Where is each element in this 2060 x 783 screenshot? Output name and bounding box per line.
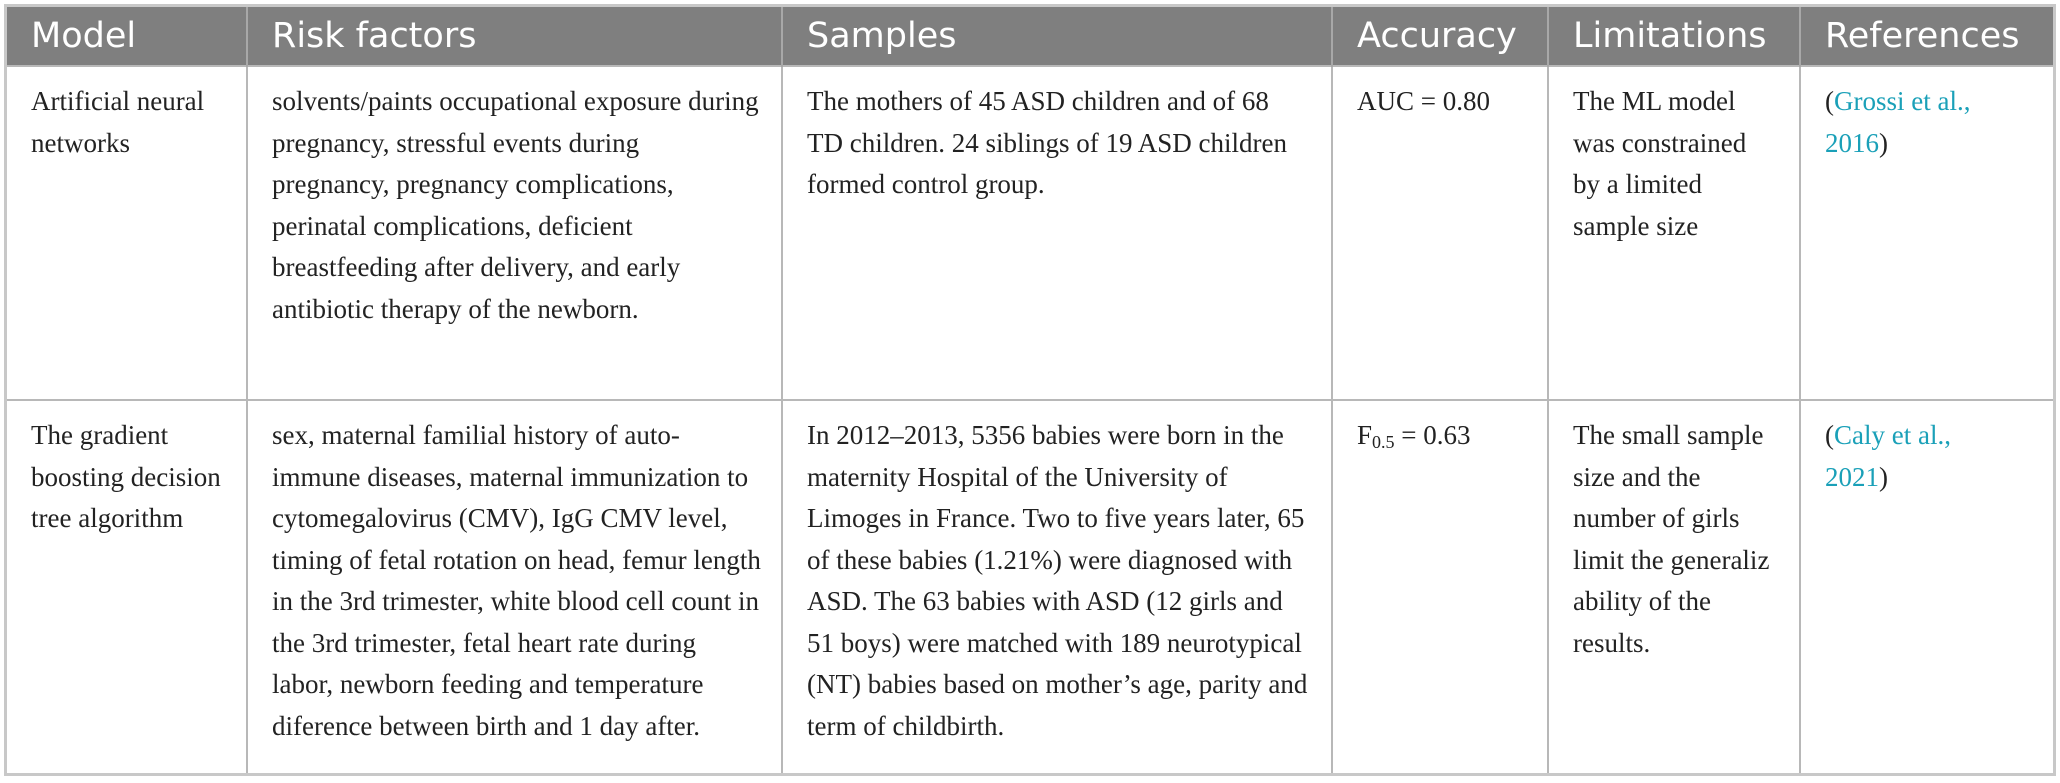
cell-reference	[1800, 66, 2053, 400]
cell-limitations: The ML model was constrained by a limited sample size	[1548, 66, 1800, 400]
column-header-limitations: Limitations	[1548, 7, 1800, 66]
accuracy-subscript: 0.5	[1372, 432, 1395, 453]
reference-close-paren: )	[1879, 461, 1888, 492]
column-header-model: Model	[7, 7, 247, 66]
accuracy-metric: F	[1357, 420, 1373, 451]
cell-limitations: The small sample size and the number of girls limit the generaliz ability of the results.	[1548, 400, 1800, 773]
cell-reference	[1800, 400, 2053, 773]
ml-models-table	[7, 7, 2053, 773]
column-header-samples: Samples	[782, 7, 1332, 66]
cell-risk-factors: solvents/paints occupational exposure during pregnancy, stressful events during pregnancy, pregnancy complications, perinatal complications, deficient breastfeeding after delivery, and early antibiotic therapy of the newborn.	[247, 66, 782, 400]
reference-link-author[interactable]: Caly et al.,	[1834, 420, 1951, 451]
column-header-accuracy: Accuracy	[1332, 7, 1548, 66]
reference-link-author[interactable]: Grossi et al.,	[1834, 86, 1971, 116]
column-header-risk-factors: Risk factors	[247, 7, 782, 66]
table-header-row	[7, 7, 2053, 66]
reference-open-paren: (	[1825, 86, 1834, 116]
cell-model: Artificial neural networks	[7, 66, 247, 400]
column-header-references: References	[1800, 7, 2053, 66]
cell-risk-factors: sex, maternal familial history of auto-immune diseases, maternal immunization to cytomegalovirus (CMV), IgG CMV level, timing of fetal rotation on head, femur length in the 3rd trimester, white blood cell count in the 3rd trimester, fetal heart rate during labor, newborn feeding and temperature diference between birth and 1 day after.	[247, 400, 782, 773]
reference-close-paren: )	[1879, 127, 1888, 158]
table-row	[7, 400, 2053, 773]
cell-samples: In 2012–2013, 5356 babies were born in the maternity Hospital of the University of Limoges in France. Two to five years later, 65 of these babies (1.21%) were diagnosed with ASD. The 63 babies with ASD (12 girls and 51 boys) were matched with 189 neurotypical (NT) babies based on mother’s age, parity and term of childbirth.	[782, 400, 1332, 773]
reference-open-paren: (	[1825, 420, 1834, 451]
reference-link-year[interactable]: 2016	[1825, 127, 1879, 158]
table-row	[7, 66, 2053, 400]
comparison-table-frame	[4, 4, 2056, 776]
cell-samples: The mothers of 45 ASD children and of 68 TD children. 24 siblings of 19 ASD children formed control group.	[782, 66, 1332, 400]
cell-accuracy: AUC = 0.80	[1332, 66, 1548, 400]
cell-accuracy	[1332, 400, 1548, 773]
accuracy-value: = 0.63	[1394, 420, 1471, 451]
reference-link-year[interactable]: 2021	[1825, 461, 1879, 492]
cell-model: The gradient boosting decision tree algorithm	[7, 400, 247, 773]
